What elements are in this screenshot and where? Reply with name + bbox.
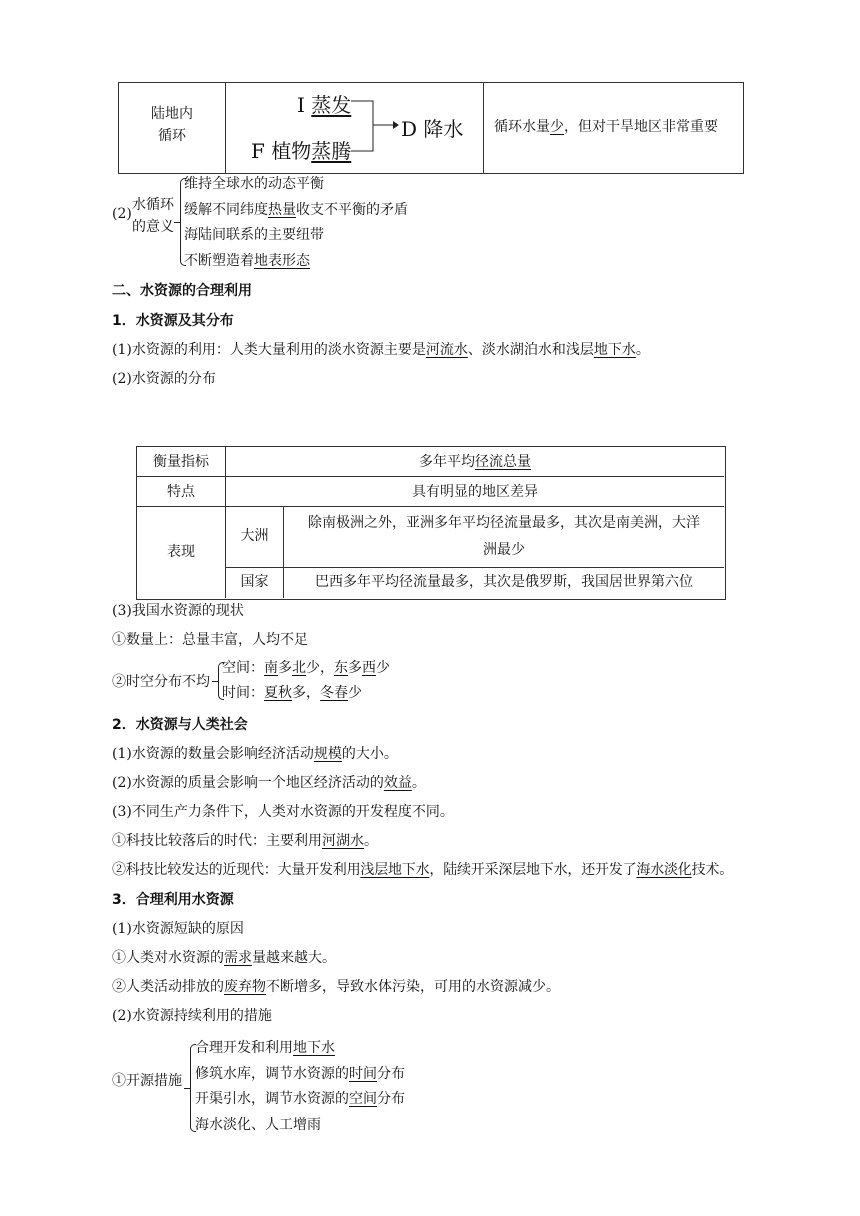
list-item: 开渠引水，调节水资源的空间分布 bbox=[195, 1091, 405, 1107]
table-cell-note: 循环水量少，但对干旱地区非常重要 bbox=[483, 83, 743, 173]
list-item: 缓解不同纬度热量收支不平衡的矛盾 bbox=[184, 201, 408, 218]
table-cell: 国家 bbox=[240, 574, 269, 590]
list-item: 不断塑造着地表形态 bbox=[184, 252, 310, 269]
table-cell: 大洲 bbox=[240, 528, 269, 544]
cell-text: 循环 bbox=[158, 128, 186, 144]
evaporation-label: I 蒸发 bbox=[297, 93, 352, 117]
paragraph: (1)水资源的数量会影响经济活动规模的大小。 bbox=[112, 746, 398, 762]
table-cell: 巴西多年平均径流量最多，其次是俄罗斯，我国居世界第六位 bbox=[315, 574, 693, 590]
cell-text: 陆地内 bbox=[151, 106, 193, 122]
list-item: 修筑水库，调节水资源的时间分布 bbox=[195, 1065, 405, 1082]
distribution-list bbox=[222, 656, 390, 706]
list-item: 合理开发和利用地下水 bbox=[195, 1040, 335, 1056]
precipitation-label: D 降水 bbox=[401, 117, 464, 141]
subsection-heading: 2．水资源与人类社会 bbox=[112, 717, 248, 733]
paragraph: (2)水资源的质量会影响一个地区经济活动的效益。 bbox=[112, 775, 426, 791]
significance-number: (2) bbox=[112, 206, 132, 222]
table-cell: 多年平均径流总量 bbox=[419, 454, 531, 470]
significance-list bbox=[184, 172, 408, 274]
paragraph: ①数量上：总量丰富，人均不足 bbox=[112, 632, 308, 648]
paragraph: (1)水资源短缺的原因 bbox=[112, 921, 244, 937]
list-item: 时间：夏秋多，冬春少 bbox=[222, 685, 362, 701]
water-cycle-table bbox=[118, 82, 744, 174]
subsection-heading: 1．水资源及其分布 bbox=[112, 313, 234, 329]
paragraph: ②时空分布不均 bbox=[112, 674, 210, 690]
significance-label: 水循环 的意义 bbox=[132, 197, 174, 235]
merge-arrow-icon bbox=[349, 91, 399, 161]
paragraph: (3)我国水资源的现状 bbox=[112, 603, 244, 619]
table-cell-type bbox=[119, 83, 226, 173]
paragraph: (2)水资源持续利用的措施 bbox=[112, 1008, 272, 1024]
distribution-table bbox=[136, 446, 726, 600]
table-cell: 除南极洲之外，亚洲多年平均径流量最多，其次是南美洲，大洋 洲最少 bbox=[308, 515, 700, 558]
paragraph: (1)水资源的利用：人类大量利用的淡水资源主要是河流水、淡水湖泊水和浅层地下水。 bbox=[112, 342, 650, 358]
list-item: 海水淡化、人工增雨 bbox=[195, 1116, 321, 1133]
paragraph: ②人类活动排放的废弃物不断增多，导致水体污染，可用的水资源减少。 bbox=[112, 979, 560, 995]
measures-list bbox=[195, 1036, 405, 1138]
subsection-heading: 3．合理利用水资源 bbox=[112, 892, 234, 908]
paragraph: ①科技比较落后的时代：主要利用河湖水。 bbox=[112, 833, 378, 849]
paragraph: (3)不同生产力条件下，人类对水资源的开发程度不同。 bbox=[112, 804, 454, 820]
table-cell: 特点 bbox=[167, 484, 195, 500]
table-cell: 衡量指标 bbox=[153, 454, 209, 470]
paragraph: ②科技比较发达的近现代：大量开发利用浅层地下水，陆续开采深层地下水，还开发了海水淡化技术。 bbox=[112, 862, 734, 878]
list-item: 维持全球水的动态平衡 bbox=[184, 176, 324, 192]
list-item: 海陆间联系的主要纽带 bbox=[184, 227, 324, 243]
paragraph: (2)水资源的分布 bbox=[112, 371, 216, 387]
section-heading: 二、水资源的合理利用 bbox=[112, 283, 252, 299]
table-cell: 具有明显的地区差异 bbox=[412, 484, 538, 500]
list-item: 空间：南多北少，东多西少 bbox=[222, 660, 390, 676]
paragraph: ①开源措施 bbox=[112, 1073, 182, 1089]
paragraph: ①人类对水资源的需求量越来越大。 bbox=[112, 950, 336, 966]
table-cell: 表现 bbox=[167, 544, 195, 560]
transpiration-label: F 植物蒸腾 bbox=[251, 139, 352, 163]
